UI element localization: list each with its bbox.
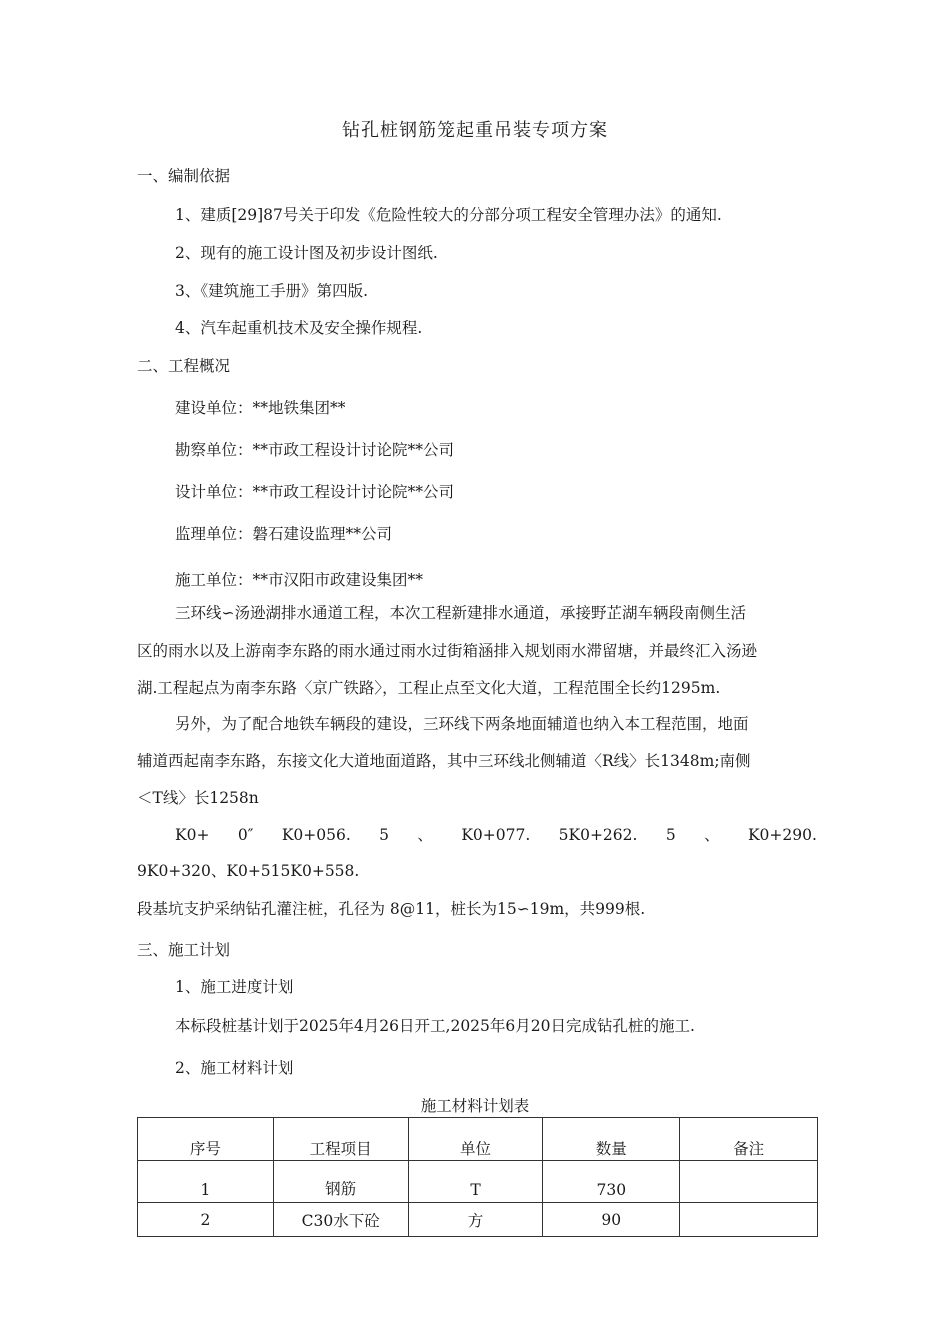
station-token: K0+077. xyxy=(461,826,531,844)
overview-para2-line1: 另外，为了配合地铁车辆段的建设，三环线下两条地面辅道也纳入本工程范围，地面 xyxy=(175,715,749,733)
unit-design: 设计单位：**市政工程设计讨论院**公司 xyxy=(175,483,455,501)
unit-survey: 勘察单位：**市政工程设计讨论院**公司 xyxy=(175,441,455,459)
table-cell: 730 xyxy=(543,1161,680,1203)
section-1-heading: 一、编制依据 xyxy=(137,167,231,185)
table-cell: 钢筋 xyxy=(273,1161,408,1203)
material-plan-table xyxy=(137,1117,818,1237)
header-cell: 序号 xyxy=(138,1118,274,1161)
unit-construction-owner: 建设单位：**地铁集团** xyxy=(175,399,346,417)
unit-supervision: 监理单位：磐石建设监理**公司 xyxy=(175,525,393,543)
station-list-line1 xyxy=(175,825,817,845)
station-token: 5 xyxy=(665,826,676,844)
header-cell: 单位 xyxy=(408,1118,543,1161)
station-token: K0+ xyxy=(175,826,210,844)
schedule-text: 本标段桩基计划于2025年4月26日开工,2025年6月20日完成钻孔桩的施工. xyxy=(175,1017,695,1035)
header-cell: 工程项目 xyxy=(273,1118,408,1161)
station-list-line2: 9K0+320、K0+515K0+558. xyxy=(137,862,360,880)
basis-item-4: 4、汽车起重机技术及安全操作规程. xyxy=(175,319,423,337)
basis-item-3: 3、《建筑施工手册》第四版. xyxy=(175,282,369,300)
table-row xyxy=(138,1161,818,1203)
table-cell: 1 xyxy=(138,1161,274,1203)
table-caption: 施工材料计划表 xyxy=(420,1097,530,1115)
overview-para1-line3: 湖.工程起点为南李东路〈京广铁路〉，工程止点至文化大道，工程范围全长约1295m. xyxy=(137,679,721,697)
table-header-row xyxy=(138,1118,818,1161)
table-cell xyxy=(680,1203,818,1237)
unit-contractor: 施工单位：**市汉阳市政建设集团** xyxy=(175,571,424,589)
station-token: K0+290. xyxy=(747,826,817,844)
material-subheading: 2、施工材料计划 xyxy=(175,1059,294,1077)
table-cell: T xyxy=(408,1161,543,1203)
basis-item-1: 1、建质[29]87号关于印发《危险性较大的分部分项工程安全管理办法》的通知. xyxy=(175,206,722,224)
station-token: 、 xyxy=(704,826,720,844)
table-cell: C30水下砼 xyxy=(273,1203,408,1237)
header-cell: 备注 xyxy=(680,1118,818,1161)
overview-para1-line1: 三环线∽汤逊湖排水通道工程，本次工程新建排水通道，承接野芷湖车辆段南侧生活 xyxy=(175,604,746,622)
table-row xyxy=(138,1203,818,1237)
table-cell: 2 xyxy=(138,1203,274,1237)
table-cell: 90 xyxy=(543,1203,680,1237)
overview-para1-line2: 区的雨水以及上游南李东路的雨水通过雨水过街箱涵排入规划雨水滞留塘，并最终汇入汤逊 xyxy=(137,642,758,660)
pile-description: 段基坑支护采纳钻孔灌注桩，孔径为 8@11，桩长为15∽19m，共999根. xyxy=(137,900,646,918)
station-token: 0″ xyxy=(237,826,254,844)
overview-para2-line2: 辅道西起南李东路，东接文化大道地面道路，其中三环线北侧辅道〈R线〉长1348m;南侧 xyxy=(137,752,751,770)
station-token: 、 xyxy=(417,826,433,844)
section-2-heading: 二、工程概况 xyxy=(137,357,231,375)
section-3-heading: 三、施工计划 xyxy=(137,941,231,959)
overview-para2-line3: ＜T线〉长1258n xyxy=(137,789,259,807)
station-token: 5K0+262. xyxy=(558,826,638,844)
schedule-subheading: 1、施工进度计划 xyxy=(175,978,294,996)
document-title: 钻孔桩钢筋笼起重吊装专项方案 xyxy=(342,120,608,141)
station-token: K0+056. xyxy=(281,826,351,844)
station-token: 5 xyxy=(379,826,390,844)
header-cell: 数量 xyxy=(543,1118,680,1161)
table-cell xyxy=(680,1161,818,1203)
table-cell: 方 xyxy=(408,1203,543,1237)
basis-item-2: 2、现有的施工设计图及初步设计图纸. xyxy=(175,244,438,262)
